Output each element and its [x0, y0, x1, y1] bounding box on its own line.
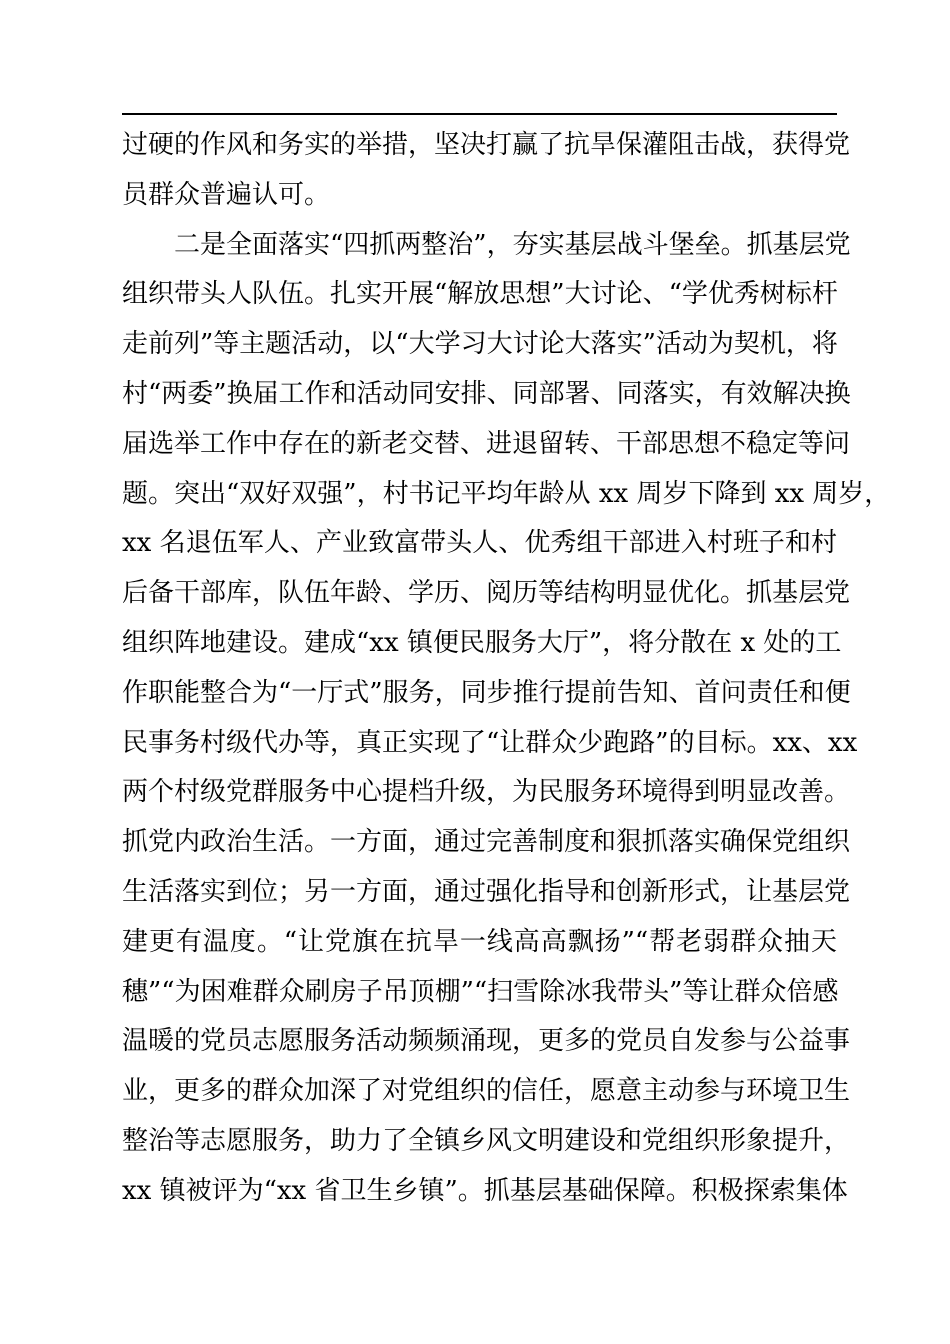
text-line: 组织带头人队伍。扎实开展“解放思想”大讨论、“学优秀树标杆: [122, 279, 838, 310]
text-line: 村“两委”换届工作和活动同安排、同部署、同落实，有效解决换: [122, 378, 851, 409]
text-line: 作职能整合为“一厅式”服务，同步推行提前告知、首问责任和便: [122, 677, 851, 708]
text-line: 二是全面落实“四抓两整治”，夯实基层战斗堡垒。抓基层党: [122, 229, 851, 260]
text-line: 整治等志愿服务，助力了全镇乡风文明建设和党组织形象提升，: [122, 1125, 851, 1156]
text-line: xx 名退伍军人、产业致富带头人、优秀组干部进入村班子和村: [122, 528, 837, 559]
text-line: 业，更多的群众加深了对党组织的信任，愿意主动参与环境卫生: [122, 1076, 851, 1107]
text-line: 建更有温度。“让党旗在抗旱一线高高飘扬”“帮老弱群众抽天: [122, 926, 837, 957]
text-line: 民事务村级代办等，真正实现了“让群众少跑路”的目标。xx、xx: [122, 727, 858, 758]
text-line: 后备干部库，队伍年龄、学历、阅历等结构明显优化。抓基层党: [122, 578, 851, 609]
text-line: xx 镇被评为“xx 省卫生乡镇”。抓基层基础保障。积极探索集体: [122, 1175, 848, 1206]
text-line: 穗”“为困难群众刷房子吊顶棚”“扫雪除冰我带头”等让群众倍感: [122, 976, 839, 1007]
text-line: 生活落实到位；另一方面，通过强化指导和创新形式，让基层党: [122, 876, 851, 907]
text-line: 届选举工作中存在的新老交替、进退留转、干部思想不稳定等问: [122, 428, 851, 459]
header-rule: [122, 113, 837, 115]
text-line: 员群众普遍认可。: [122, 179, 331, 210]
text-line: 过硬的作风和务实的举措，坚决打赢了抗旱保灌阻击战，获得党: [122, 130, 851, 160]
body-text: [122, 121, 891, 1217]
text-line: 温暖的党员志愿服务活动频频涌现，更多的党员自发参与公益事: [122, 1026, 851, 1057]
text-line: 组织阵地建设。建成“xx 镇便民服务大厅”，将分散在 x 处的工: [122, 627, 842, 658]
text-line: 抓党内政治生活。一方面，通过完善制度和狠抓落实确保党组织: [122, 827, 851, 858]
text-line: 走前列”等主题活动，以“大学习大讨论大落实”活动为契机，将: [122, 329, 838, 360]
text-line: 题。突出“双好双强”，村书记平均年龄从 xx 周岁下降到 xx 周岁，: [122, 478, 891, 509]
text-line: 两个村级党群服务中心提档升级，为民服务环境得到明显改善。: [122, 777, 851, 808]
